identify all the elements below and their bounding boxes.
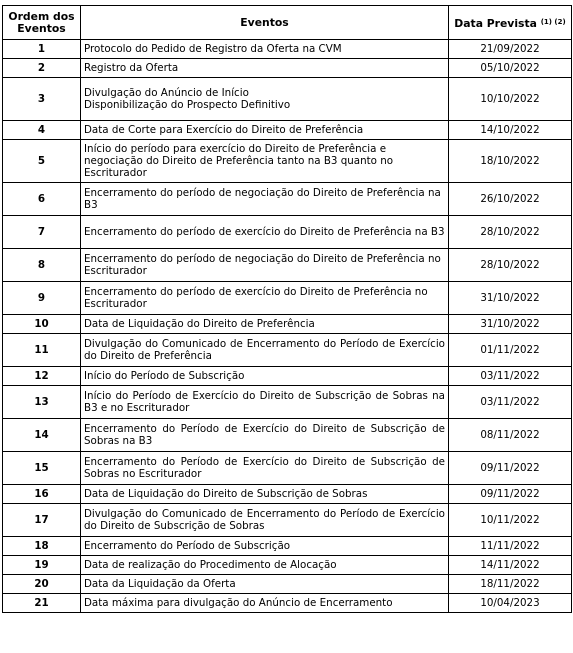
table-header bbox=[3, 6, 572, 40]
events-schedule-table bbox=[2, 5, 572, 613]
event-description bbox=[81, 315, 449, 334]
event-line: Registro da Oferta bbox=[84, 62, 179, 74]
event-date: 28/10/2022 bbox=[449, 249, 572, 282]
event-line: Divulgação do Comunicado de Encerramento do Período de Exercício do Direito de Preferência bbox=[84, 338, 445, 362]
event-description bbox=[81, 452, 449, 485]
event-description bbox=[81, 59, 449, 78]
header-events: Eventos bbox=[81, 6, 449, 40]
event-description bbox=[81, 140, 449, 183]
event-date: 31/10/2022 bbox=[449, 282, 572, 315]
event-number: 6 bbox=[3, 183, 81, 216]
event-description bbox=[81, 249, 449, 282]
event-date: 09/11/2022 bbox=[449, 485, 572, 504]
event-line: Encerramento do Período de Exercício do Direito de Subscrição de Sobras no Escriturador bbox=[84, 456, 445, 480]
event-date: 14/11/2022 bbox=[449, 556, 572, 575]
event-date: 03/11/2022 bbox=[449, 367, 572, 386]
event-number: 3 bbox=[3, 78, 81, 121]
event-description bbox=[81, 367, 449, 386]
table-row bbox=[3, 121, 572, 140]
event-line: Início do período para exercício do Direito de Preferência e negociação do Direito de Preferência tanto na B3 quanto no Escriturador bbox=[84, 143, 394, 179]
event-description bbox=[81, 419, 449, 452]
event-description bbox=[81, 40, 449, 59]
event-number: 10 bbox=[3, 315, 81, 334]
table-row bbox=[3, 140, 572, 183]
event-number: 12 bbox=[3, 367, 81, 386]
table-row bbox=[3, 386, 572, 419]
table-body bbox=[3, 40, 572, 613]
event-number: 21 bbox=[3, 594, 81, 613]
event-line: Encerramento do período de negociação do Direito de Preferência na B3 bbox=[84, 187, 441, 211]
table-row bbox=[3, 452, 572, 485]
header-row bbox=[3, 6, 572, 40]
event-description bbox=[81, 334, 449, 367]
table-row bbox=[3, 575, 572, 594]
event-number: 14 bbox=[3, 419, 81, 452]
header-date bbox=[449, 6, 572, 40]
event-date: 11/11/2022 bbox=[449, 537, 572, 556]
event-description bbox=[81, 121, 449, 140]
event-number: 18 bbox=[3, 537, 81, 556]
event-line: Encerramento do Período de Exercício do Direito de Subscrição de Sobras na B3 bbox=[84, 423, 445, 447]
event-date: 10/11/2022 bbox=[449, 504, 572, 537]
event-line: Data de Corte para Exercício do Direito de Preferência bbox=[84, 124, 364, 136]
event-date: 18/10/2022 bbox=[449, 140, 572, 183]
table-row bbox=[3, 183, 572, 216]
event-line: Data máxima para divulgação do Anúncio de Encerramento bbox=[84, 597, 393, 609]
event-line: Protocolo do Pedido de Registro da Oferta na CVM bbox=[84, 43, 342, 55]
event-number: 20 bbox=[3, 575, 81, 594]
event-date: 26/10/2022 bbox=[449, 183, 572, 216]
table-row bbox=[3, 282, 572, 315]
event-number: 4 bbox=[3, 121, 81, 140]
table-row bbox=[3, 59, 572, 78]
event-number: 9 bbox=[3, 282, 81, 315]
event-line: Divulgação do Comunicado de Encerramento do Período de Exercício do Direito de Subscrição de Sobras bbox=[84, 508, 445, 532]
event-date: 18/11/2022 bbox=[449, 575, 572, 594]
table-row bbox=[3, 556, 572, 575]
event-line: Disponibilização do Prospecto Definitivo bbox=[84, 99, 291, 111]
event-line: Início do Período de Subscrição bbox=[84, 370, 245, 382]
event-description bbox=[81, 386, 449, 419]
event-description bbox=[81, 78, 449, 121]
event-description bbox=[81, 282, 449, 315]
event-number: 11 bbox=[3, 334, 81, 367]
event-line: Início do Período de Exercício do Direito de Subscrição de Sobras na B3 e no Escriturador bbox=[84, 390, 445, 414]
event-number: 2 bbox=[3, 59, 81, 78]
event-number: 17 bbox=[3, 504, 81, 537]
event-date: 05/10/2022 bbox=[449, 59, 572, 78]
header-date-label: Data Prevista bbox=[454, 16, 537, 30]
event-number: 8 bbox=[3, 249, 81, 282]
event-description bbox=[81, 537, 449, 556]
event-number: 7 bbox=[3, 216, 81, 249]
event-line: Encerramento do período de exercício do Direito de Preferência na B3 bbox=[84, 226, 445, 238]
table-row bbox=[3, 504, 572, 537]
table-row bbox=[3, 78, 572, 121]
event-date: 10/04/2023 bbox=[449, 594, 572, 613]
event-description bbox=[81, 575, 449, 594]
event-description bbox=[81, 594, 449, 613]
event-line: Data de Liquidação do Direito de Subscrição de Sobras bbox=[84, 488, 368, 500]
table-row bbox=[3, 315, 572, 334]
event-number: 13 bbox=[3, 386, 81, 419]
event-description bbox=[81, 183, 449, 216]
event-number: 1 bbox=[3, 40, 81, 59]
event-line: Encerramento do período de exercício do Direito de Preferência no Escriturador bbox=[84, 286, 428, 310]
event-description bbox=[81, 504, 449, 537]
event-date: 10/10/2022 bbox=[449, 78, 572, 121]
event-number: 19 bbox=[3, 556, 81, 575]
event-date: 01/11/2022 bbox=[449, 334, 572, 367]
event-date: 09/11/2022 bbox=[449, 452, 572, 485]
event-date: 14/10/2022 bbox=[449, 121, 572, 140]
table-row bbox=[3, 40, 572, 59]
event-line: Data de realização do Procedimento de Alocação bbox=[84, 559, 337, 571]
event-date: 31/10/2022 bbox=[449, 315, 572, 334]
event-date: 08/11/2022 bbox=[449, 419, 572, 452]
event-line: Divulgação do Anúncio de Início bbox=[84, 87, 249, 99]
event-date: 03/11/2022 bbox=[449, 386, 572, 419]
event-description bbox=[81, 485, 449, 504]
event-date: 28/10/2022 bbox=[449, 216, 572, 249]
table-row bbox=[3, 537, 572, 556]
table-row bbox=[3, 485, 572, 504]
header-date-note: (1) (2) bbox=[540, 17, 566, 26]
event-line: Data da Liquidação da Oferta bbox=[84, 578, 236, 590]
header-order: Ordem dos Eventos bbox=[3, 6, 81, 40]
table-row bbox=[3, 594, 572, 613]
table-row bbox=[3, 216, 572, 249]
event-description bbox=[81, 556, 449, 575]
table-row bbox=[3, 334, 572, 367]
table-row bbox=[3, 367, 572, 386]
table-row bbox=[3, 419, 572, 452]
event-line: Encerramento do Período de Subscrição bbox=[84, 540, 291, 552]
event-date: 21/09/2022 bbox=[449, 40, 572, 59]
event-number: 15 bbox=[3, 452, 81, 485]
event-number: 5 bbox=[3, 140, 81, 183]
event-line: Encerramento do período de negociação do Direito de Preferência no Escriturador bbox=[84, 253, 441, 277]
event-description bbox=[81, 216, 449, 249]
event-line: Data de Liquidação do Direito de Preferência bbox=[84, 318, 315, 330]
event-number: 16 bbox=[3, 485, 81, 504]
table-row bbox=[3, 249, 572, 282]
